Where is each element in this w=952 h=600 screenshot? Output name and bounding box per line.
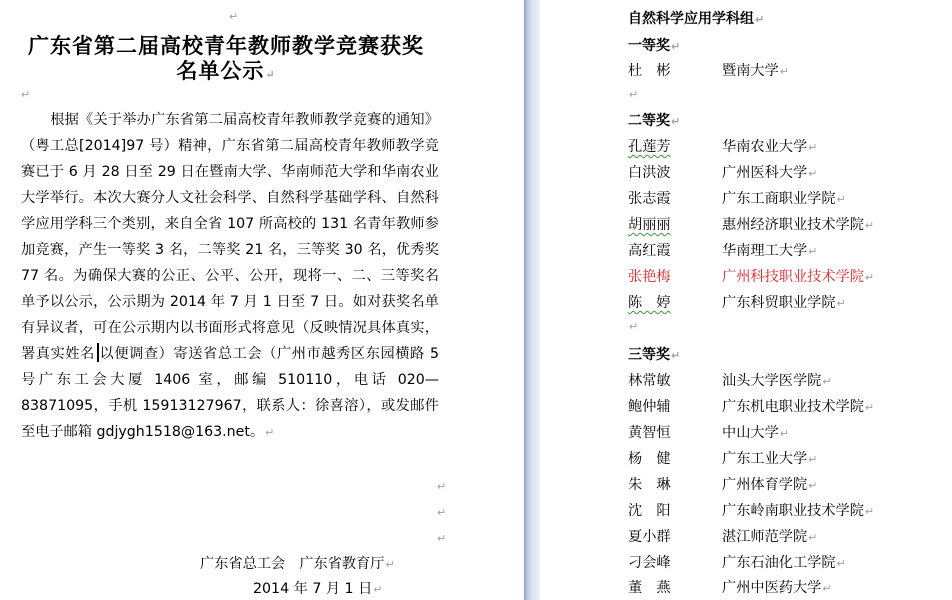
paragraph-mark-icon: ↵: [808, 245, 818, 258]
right-document-page[interactable]: [540, 0, 952, 600]
paragraph-mark-icon: ↵: [836, 557, 846, 570]
paragraph-mark-icon: ↵: [265, 426, 275, 439]
winner-school: 广州医科大学↵: [722, 165, 818, 181]
winner-name: 胡丽丽: [628, 217, 671, 233]
winner-school: 广东岭南职业技术学院↵: [722, 503, 875, 519]
signature-organizations: 广东省总工会 广东省教育厅↵: [200, 556, 395, 572]
announcement-body-paragraph: 根据《关于举办广东省第二届高校青年教师教学竞赛的通知》（粤工总[2014]97 号）精神，广东省第二届高校青年教师教学竞赛已于 6 月 28 日至 29 日在暨南大学、华南师范大学和华南农业大学举行。本次大赛分人文社会科学、自然科学基础学科、自然科学应用学科三个类别，来自全省 107 所高校的 131 名青年教师参加竞赛，产生一等奖 3 名，二等奖 21 名，三等奖 30 名，优秀奖 77 名。为确保大赛的公正、公平、公开，现将一、二、三等奖名单予以公示，公示期为 2014 年 7 月 1 日至 7 日。如对获奖名单有异议者，可在公示期内以书面形式将意见（反映情况具体真实，署真实姓名 以便调查）寄送省总工会（广州市越秀区东园横路 5 号广东工会大厦 1406 室，邮编 510110，电话 020—83871095，手机 15913127967，联系人：徐喜溶），或发邮件至电子邮箱 gdjygh1518@163.net。↵: [21, 112, 439, 440]
winner-name: 白洪波: [628, 165, 671, 181]
page-gutter: [524, 0, 540, 600]
winner-name: 陈 婷: [628, 295, 671, 311]
paragraph-mark-icon: ↵: [671, 40, 681, 53]
paragraph-mark-icon: ↵: [808, 479, 818, 492]
paragraph-mark-icon: ↵: [808, 531, 818, 544]
winner-school: 华南农业大学↵: [722, 139, 818, 155]
winner-name: 夏小群: [628, 529, 671, 545]
paragraph-mark-icon: ↵: [808, 141, 818, 154]
third-prize-heading: 三等奖↵: [628, 347, 681, 363]
winner-name: 刁会峰: [628, 555, 671, 571]
document-title-line1: 广东省第二届高校青年教师教学竞赛获奖: [28, 33, 424, 58]
paragraph-mark-icon: ↵: [822, 582, 832, 595]
winner-school: 广州科技职业技术学院↵: [722, 269, 875, 285]
winner-school: 广东科贸职业学院↵: [722, 295, 846, 311]
winner-school: 暨南大学↵: [722, 63, 789, 79]
winner-school: 惠州经济职业技术学院↵: [722, 217, 875, 233]
winner-name: 朱 琳: [628, 477, 671, 493]
winner-school: 华南理工大学↵: [722, 243, 818, 259]
winner-name: 杨 健: [628, 451, 671, 467]
winner-school: 湛江师范学院↵: [722, 529, 818, 545]
paragraph-mark-icon: ↵: [21, 88, 31, 101]
paragraph-mark-icon: ↵: [755, 13, 765, 26]
winner-name: 杜 彬: [628, 63, 671, 79]
paragraph-mark-icon: ↵: [671, 115, 681, 128]
signature-date: 2014 年 7 月 1 日↵: [253, 581, 383, 597]
first-prize-heading: 一等奖↵: [628, 38, 681, 54]
winner-name: 鲍仲辅: [628, 399, 671, 415]
paragraph-mark-icon: ↵: [437, 532, 447, 545]
paragraph-mark-icon: ↵: [671, 349, 681, 362]
winner-name: 林常敏: [628, 373, 671, 389]
winner-name: 张艳梅: [628, 269, 671, 285]
paragraph-mark-icon: ↵: [373, 583, 383, 596]
winner-name: 张志霞: [628, 191, 671, 207]
paragraph-mark-icon: ↵: [864, 401, 875, 414]
paragraph-mark-icon: ↵: [779, 427, 789, 440]
paragraph-mark-icon: ↵: [437, 506, 447, 519]
paragraph-mark-icon: ↵: [629, 320, 639, 333]
winner-school: 广州体育学院↵: [722, 477, 818, 493]
paragraph-mark-icon: ↵: [265, 68, 276, 81]
paragraph-mark-icon: ↵: [836, 297, 846, 310]
paragraph-mark-icon: ↵: [629, 88, 639, 101]
paragraph-mark-icon: ↵: [229, 10, 239, 23]
paragraph-mark-icon: ↵: [864, 219, 875, 232]
winner-name: 黄智恒: [628, 425, 671, 441]
paragraph-mark-icon: ↵: [385, 558, 395, 571]
paragraph-mark-icon: ↵: [808, 167, 818, 180]
winner-school: 汕头大学医学院↵: [722, 373, 832, 389]
winner-name: 董 燕: [628, 580, 671, 596]
winner-school: 广州中医药大学↵: [722, 580, 832, 596]
paragraph-mark-icon: ↵: [864, 505, 875, 518]
paragraph-mark-icon: ↵: [779, 65, 789, 78]
winner-school: 广东工业大学↵: [722, 451, 818, 467]
paragraph-mark-icon: ↵: [864, 271, 875, 284]
paragraph-mark-icon: ↵: [836, 193, 846, 206]
paragraph-mark-icon: ↵: [822, 375, 832, 388]
winner-school: 中山大学↵: [722, 425, 789, 441]
winner-name: 孔莲芳: [628, 139, 671, 155]
winner-school: 广东石油化工学院↵: [722, 555, 846, 571]
paragraph-mark-icon: ↵: [437, 480, 447, 493]
winner-name: 沈 阳: [628, 503, 671, 519]
second-prize-heading: 二等奖↵: [628, 113, 681, 129]
winner-school: 广东机电职业技术学院↵: [722, 399, 875, 415]
winner-name: 高红霞: [628, 243, 671, 259]
group-title: 自然科学应用学科组↵: [628, 11, 765, 27]
document-title-line2: 名单公示↵: [176, 58, 276, 83]
winner-school: 广东工商职业学院↵: [722, 191, 846, 207]
paragraph-mark-icon: ↵: [808, 453, 818, 466]
